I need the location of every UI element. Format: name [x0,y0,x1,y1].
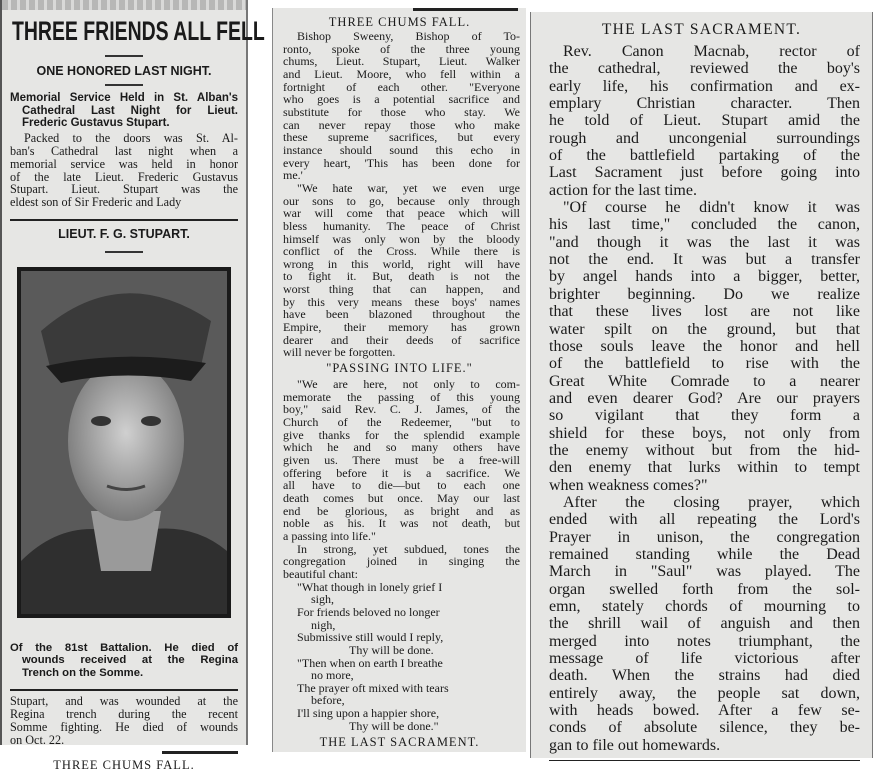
text-line: "Of course he didn't know it was [563,199,860,217]
text-line: he told of Lieut. Stupart amid the [549,112,860,130]
text-line: can never repay those who make [283,117,520,132]
text-line: of the battlefield to rise with the [549,355,860,373]
section-heading: THE LAST SACRAMENT. [601,21,802,38]
verse-line: before, [311,693,345,708]
text-line: wounds received at the Regina [22,654,238,667]
refrain-line: Thy will be done." [349,718,439,733]
clipping-three-chums [272,8,526,752]
text-line: with heads bowed. After a few se- [549,702,860,720]
text-line: which he and so many others have [283,440,520,455]
text-line: of the late Lieut. Frederic Gustavus [10,169,238,184]
text-line: remained standing while the Dead [549,545,860,563]
text-line: Bishop Sweeny, Bishop of To- [297,29,520,43]
headline: THREE FRIENDS ALL FELL [12,16,265,46]
verse-line: sigh, [311,592,335,607]
refrain-line: Thy will be done. [349,642,434,657]
text-line: and Lieut. Moore, who fell within a [283,66,520,81]
text-line: those souls leave the honor and hell [549,337,860,355]
text-line: Prayer in unison, the congregation [549,528,860,546]
divider [10,219,238,221]
paragraph [531,199,872,494]
text-line: death comes but once. May our last [283,490,520,505]
text-line: Cathedral Last Night for Lieut. [22,104,238,117]
text-line: a passing into life." [283,528,376,543]
text-line: the cathedral, reviewed the boy's [549,60,860,78]
text-line: Frederic Gustavus Stupart. [22,117,170,130]
photo-heading: LIEUT. F. G. STUPART. [58,226,190,241]
text-line: "We hate war, yet we even urge [297,180,520,195]
paragraph [531,43,872,199]
text-line: beautiful chant: [283,566,358,581]
text-line: conds of absolute silence, they be- [549,719,860,737]
verse-line: "What though in lonely grief I [297,579,443,594]
hymn-verse [273,581,526,733]
text-line: when weakness comes?" [549,476,708,494]
text-line: boy," said Rev. C. J. James, of the [283,402,520,417]
text-line: message of life victorious after [549,650,860,668]
text-line: fortnight of each other. "Everyone [283,79,520,94]
text-line: dearer and their deeds of sacrifice [283,332,520,347]
text-line: early life, his confirmation and ex- [549,77,860,95]
clipping-last-sacrament [530,12,873,758]
continued-paragraph [2,695,246,746]
divider [10,689,238,691]
text-line: Last Sacrament just before going into [549,164,860,182]
text-line: of the battlefield partaking of the [549,147,860,165]
text-line: worst thing that can happen, and [283,282,520,297]
text-line: bless humanity. The peace of Christ [283,218,520,233]
paragraph [273,543,526,581]
text-line: Regina trench during the recent [10,707,238,722]
paragraph [273,30,526,182]
text-line: Stupart, and was wounded at the [10,694,238,709]
text-line: eldest son of Sir Frederic and Lady [10,195,182,210]
text-line: Empire, their memory has grown [283,320,520,335]
text-line: war will come that peace which will [283,206,520,221]
text-line: offering before it is a sacrifice. We [283,465,520,480]
text-line: wrong in this world, right will have [283,256,520,271]
next-section-heading: THREE CHUMS FALL. [53,757,195,772]
verse-line: no more, [311,668,354,683]
paragraph [531,494,872,754]
subheadline: ONE HONORED LAST NIGHT. [36,64,212,78]
text-line: not the end. It was but a transfer [549,251,860,269]
intro-paragraph [2,132,246,209]
text-line: and even dearer God? Are our prayers [549,389,860,407]
text-line: every heart, 'This has been done for [283,155,520,170]
text-line: memorial service was held in honor [10,156,238,171]
text-line: death. When the strains had died [549,667,860,685]
text-line: the shrill wail of anguish and then [549,615,860,633]
text-line: Stupart. Lieut. Stupart was the [10,182,238,197]
text-line: Great White Comrade to a nearer [549,372,860,390]
paragraph [273,378,526,543]
divider [413,8,518,11]
text-line: gan to file out homewards. [549,736,721,754]
text-line: our sons to go, because only through [283,193,520,208]
text-line: "We are here, not only to com- [297,377,520,392]
text-line: organ swelled forth from the sol- [549,580,860,598]
text-line: action for the last time. [549,181,697,199]
text-line: these supreme sacrifices, but every [283,130,520,145]
text-line: Trench on the Somme. [22,666,144,679]
text-line: me.' [283,168,303,183]
text-line: den enemy that lurks within to tempt [549,459,860,477]
verse-line: The prayer oft mixed with tears [297,680,449,695]
text-line: by this very means these boys' names [283,294,520,309]
text-line: chums, Lieut. Stupart, Lieut. Walker [283,54,520,69]
text-line: Packed to the doors was St. Al- [24,131,238,146]
text-line: After the closing prayer, which [563,493,860,511]
text-line: "and though it was the last it was [549,233,860,251]
divider [105,251,143,253]
text-line: on Oct. 22. [10,732,65,747]
soldier-portrait-image [21,271,227,614]
section-subheading: "PASSING INTO LIFE." [326,361,473,376]
divider [105,55,143,57]
clipping-three-friends [0,0,265,772]
text-line: entirely away, the people sat down, [549,684,860,702]
photo-caption [2,642,246,680]
verse-line: "Then when on earth I breathe [297,655,443,670]
deck [2,92,246,130]
text-line: by angel hands into a bigger, better, [549,268,860,286]
text-line: merged into notes triumphant, the [549,632,860,650]
text-line: give thanks for the splendid example [283,427,520,442]
text-line: so vigilant that they form a [549,407,860,425]
text-line: ronto, spoke of the three young [283,41,520,56]
text-line: Of the 81st Battalion. He died of [10,641,238,654]
text-line: substitute for those who stay. We [283,104,520,119]
text-line: given us. There must be a free-will [283,453,520,467]
text-line: have been blazoned throughout the [283,307,520,322]
text-line: In strong, yet subdued, tones the [297,541,520,556]
text-line: will never be forgotten. [283,345,396,360]
text-line: end be glorious, as bright and as [283,503,520,518]
text-line: water spilt on the ground, but that [549,320,860,338]
verse-line: nigh, [311,617,336,632]
text-line: that these lives lost are not like [549,303,860,321]
paragraph [273,182,526,359]
text-line: emplary Christian character. Then [549,95,860,113]
text-line: Memorial Service Held in St. Alban's [10,92,238,104]
text-line: ended with all repeating the Lord's [549,511,860,529]
text-line: himself was only won by the bloody [283,231,520,246]
text-line: Somme fighting. He died of wounds [10,719,238,734]
text-line: shield for these boys, not only from [549,424,860,442]
text-line: March in "Saul" was played. The [549,563,860,581]
text-line: brighter beginning. Do we realize [549,285,860,303]
text-line: all have to die—but to each one [283,478,520,493]
text-line: instance should sound this echo in [283,142,520,157]
portrait-photo [17,267,231,618]
section-heading: THREE CHUMS FALL. [328,15,471,29]
verse-line: For friends beloved no longer [297,604,440,619]
masthead-fragment [2,0,246,10]
divider [162,751,238,754]
text-line: Church of the Redeemer, "but to [283,415,520,430]
text-line: to fight it. But, death is not the [283,269,520,284]
text-line: his last time," concluded the canon, [549,216,860,234]
verse-line: I'll sing upon a happier shore, [297,706,440,721]
text-line: conflict of the Cross. While there is [283,244,520,259]
text-line: Rev. Canon Macnab, rector of [563,43,860,60]
text-line: memorate the passing of this young [283,389,520,404]
text-line: rough and uncongenial surroundings [549,129,860,147]
text-line: congregation joined in singing the [283,554,520,569]
text-line: emn, stately chords of mourning to [549,598,860,615]
verse-line: Submissive still would I reply, [297,630,444,645]
divider [105,84,143,86]
text-line: noble as his. It was not death, but [283,516,520,531]
text-line: the enemy without but from the hid- [549,441,860,459]
next-section-heading: THE LAST SACRAMENT. [319,735,480,750]
text-line: who goes is a potential sacrifice and [283,92,520,107]
text-line: ban's Cathedral last night when a [10,143,238,158]
